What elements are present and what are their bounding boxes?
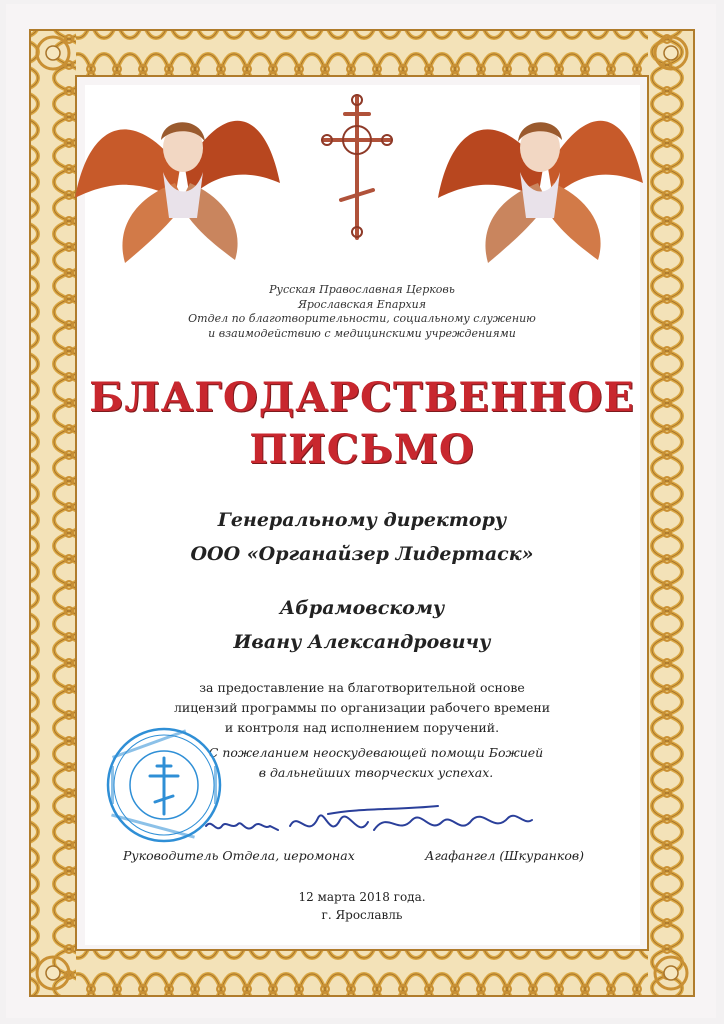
recipient-given-names: Ивану Александровичу — [233, 631, 491, 653]
org-line-4: и взаимодействию с медицинскими учреждениями — [208, 326, 516, 340]
addressee-block — [0, 503, 724, 571]
org-line-1: Русская Православная Церковь — [269, 283, 455, 296]
signatory-name: Агафангел (Шкуранков) — [425, 848, 585, 863]
document-title — [0, 372, 724, 476]
document-city: г. Ярославль — [321, 908, 403, 922]
addressee-position: Генеральному директору — [217, 509, 507, 531]
org-line-2: Ярославская Епархия — [297, 297, 427, 311]
org-line-3: Отдел по благотворительности, социальному служению — [188, 312, 536, 325]
wish-line-1: С пожеланием неоскудевающей помощи Божией — [208, 745, 544, 760]
date-place-block — [0, 888, 724, 924]
addressee-company: ООО «Органайзер Лидертаск» — [190, 543, 534, 565]
wish-line-2: в дальнейших творческих успехах. — [258, 765, 494, 780]
organization-header — [0, 283, 724, 341]
reason-line-3: и контроля над исполнением поручений. — [224, 720, 500, 735]
angel-right-illustration — [438, 88, 648, 268]
title-line-2: ПИСЬМО — [249, 426, 475, 473]
recipient-name — [0, 591, 724, 659]
signatory-role: Руководитель Отдела, иеромонах — [123, 848, 355, 863]
recipient-surname: Абрамовскому — [279, 597, 445, 619]
reason-line-1: за предоставление на благотворительной основе — [199, 680, 525, 695]
reason-line-2: лицензий программы по организации рабочего времени — [173, 700, 551, 715]
handwritten-signature — [198, 800, 538, 850]
angel-left-illustration — [75, 88, 285, 268]
orthodox-cross-icon — [319, 92, 395, 242]
document-date: 12 марта 2018 года. — [298, 890, 426, 904]
title-line-1: БЛАГОДАРСТВЕННОЕ — [89, 374, 635, 421]
